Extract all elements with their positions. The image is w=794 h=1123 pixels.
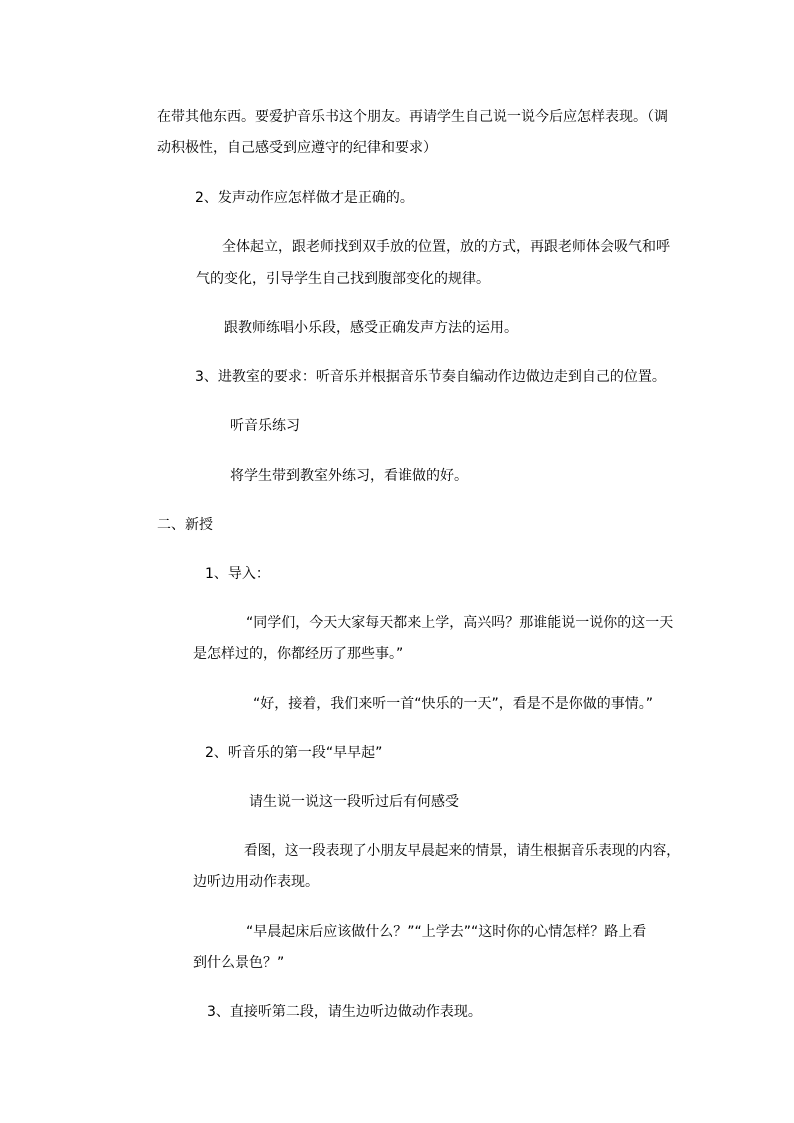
text-line: 2、听音乐的第一段“早早起” xyxy=(205,745,383,761)
text-line: “早晨起床后应该做什么？”“上学去”“这时你的心情怎样？路上看 xyxy=(246,924,647,940)
text-line: 听音乐练习 xyxy=(230,418,300,434)
text-line: 看图，这一段表现了小朋友早晨起来的情景，请生根据音乐表现的内容， xyxy=(244,843,680,859)
text-line: 3、直接听第二段，请生边听边做动作表现。 xyxy=(207,1004,482,1020)
section-heading: 二、新授 xyxy=(157,517,213,533)
text-line: “好，接着，我们来听一首“快乐的一天”，看是不是你做的事情。” xyxy=(253,696,654,712)
text-line: 3、进教室的要求：听音乐并根据音乐节奏自编动作边做边走到自己的位置。 xyxy=(195,369,666,385)
text-line: 全体起立，跟老师找到双手放的位置，放的方式，再跟老师体会吸气和呼 xyxy=(222,239,670,255)
text-line: 1、导入： xyxy=(205,566,270,582)
text-line: 将学生带到教室外练习，看谁做的好。 xyxy=(230,468,468,484)
text-line: 是怎样过的，你都经历了那些事。” xyxy=(193,646,404,662)
text-line: 跟教师练唱小乐段，感受正确发声方法的运用。 xyxy=(224,320,518,336)
text-line: 气的变化，引导学生自己找到腹部变化的规律。 xyxy=(196,271,490,287)
text-line: 到什么景色？” xyxy=(193,955,285,971)
text-line: 2、发声动作应怎样做才是正确的。 xyxy=(195,190,414,206)
text-line: 请生说一说这一段听过后有何感受 xyxy=(249,794,459,810)
text-line: “同学们，今天大家每天都来上学，高兴吗？那谁能说一说你的这一天 xyxy=(246,615,674,631)
text-line: 动积极性，自己感受到应遵守的纪律和要求） xyxy=(157,140,437,156)
text-line: 在带其他东西。要爱护音乐书这个朋友。再请学生自己说一说今后应怎样表现。（调 xyxy=(157,109,668,125)
text-line: 边听边用动作表现。 xyxy=(193,874,319,890)
